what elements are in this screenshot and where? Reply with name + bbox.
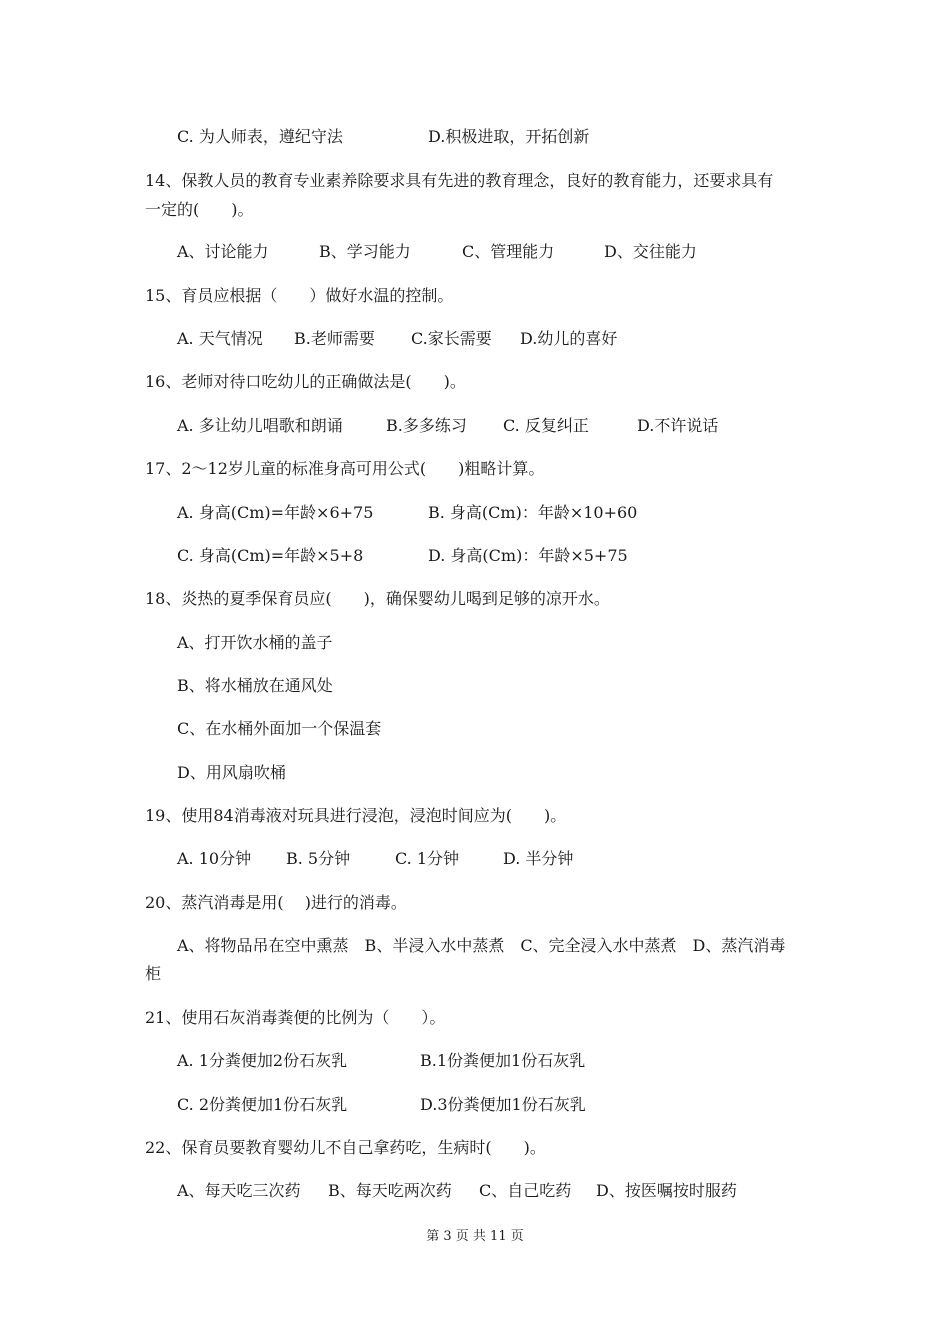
options-20-cont: 柜 — [145, 964, 162, 983]
option-19-a: A. 10分钟 — [177, 849, 252, 868]
option-17-a: A. 身高(Cm)=年龄×6+75 — [177, 503, 374, 522]
question-19: 19、使用84消毒液对玩具进行浸泡，浸泡时间应为( )。 — [145, 806, 567, 825]
option-16-c: C. 反复纠正 — [503, 416, 589, 435]
question-14: 14、保教人员的教育专业素养除要求具有先进的教育理念，良好的教育能力，还要求具有 — [145, 171, 774, 190]
option-19-c: C. 1分钟 — [395, 849, 460, 868]
option-18-b: B、将水桶放在通风处 — [177, 676, 333, 695]
option-15-c: C.家长需要 — [411, 329, 492, 348]
option-21-b: B.1份粪便加1份石灰乳 — [420, 1051, 586, 1070]
option-15-b: B.老师需要 — [294, 329, 375, 348]
option-19-d: D. 半分钟 — [503, 849, 574, 868]
option-14-c: C、管理能力 — [462, 242, 555, 261]
option-22-c: C、自己吃药 — [479, 1181, 572, 1200]
option-13-d: D.积极进取，开拓创新 — [428, 127, 590, 146]
option-18-d: D、用风扇吹桶 — [177, 763, 286, 782]
option-13-c: C. 为人师表，遵纪守法 — [177, 127, 343, 146]
option-14-a: A、讨论能力 — [177, 242, 269, 261]
option-17-d: D. 身高(Cm)：年龄×5+75 — [428, 546, 628, 565]
option-17-c: C. 身高(Cm)=年龄×5+8 — [177, 546, 364, 565]
option-22-a: A、每天吃三次药 — [177, 1181, 301, 1200]
page-number-footer: 第 3 页 共 11 页 — [426, 1229, 524, 1244]
option-18-c: C、在水桶外面加一个保温套 — [177, 719, 382, 738]
option-22-b: B、每天吃两次药 — [328, 1181, 452, 1200]
question-21: 21、使用石灰消毒粪便的比例为（ ）。 — [145, 1008, 446, 1027]
option-21-d: D.3份粪便加1份石灰乳 — [420, 1095, 586, 1114]
question-15: 15、育员应根据（ ）做好水温的控制。 — [145, 286, 454, 305]
option-22-d: D、按医嘱按时服药 — [596, 1181, 737, 1200]
question-17: 17、2～12岁儿童的标准身高可用公式( )粗略计算。 — [145, 459, 545, 478]
option-17-b: B. 身高(Cm)：年龄×10+60 — [428, 503, 638, 522]
question-18: 18、炎热的夏季保育员应( )，确保婴幼儿喝到足够的凉开水。 — [145, 589, 610, 608]
option-15-d: D.幼儿的喜好 — [520, 329, 618, 348]
question-14-cont: 一定的( )。 — [145, 200, 254, 219]
options-20: A、将物品吊在空中熏蒸 B、半浸入水中蒸煮 C、完全浸入水中蒸煮 D、蒸汽消毒 — [177, 936, 786, 955]
question-16: 16、老师对待口吃幼儿的正确做法是( )。 — [145, 372, 466, 391]
option-16-b: B.多多练习 — [386, 416, 467, 435]
option-21-a: A. 1分粪便加2份石灰乳 — [177, 1051, 348, 1070]
option-16-d: D.不许说话 — [637, 416, 719, 435]
question-22: 22、保育员要教育婴幼儿不自己拿药吃，生病时( )。 — [145, 1138, 546, 1157]
option-14-b: B、学习能力 — [319, 242, 411, 261]
option-16-a: A. 多让幼儿唱歌和朗诵 — [177, 416, 343, 435]
option-14-d: D、交往能力 — [604, 242, 697, 261]
option-19-b: B. 5分钟 — [286, 849, 351, 868]
option-15-a: A. 天气情况 — [177, 329, 263, 348]
option-18-a: A、打开饮水桶的盖子 — [177, 633, 333, 652]
option-21-c: C. 2份粪便加1份石灰乳 — [177, 1095, 348, 1114]
question-20: 20、蒸汽消毒是用( )进行的消毒。 — [145, 893, 407, 912]
